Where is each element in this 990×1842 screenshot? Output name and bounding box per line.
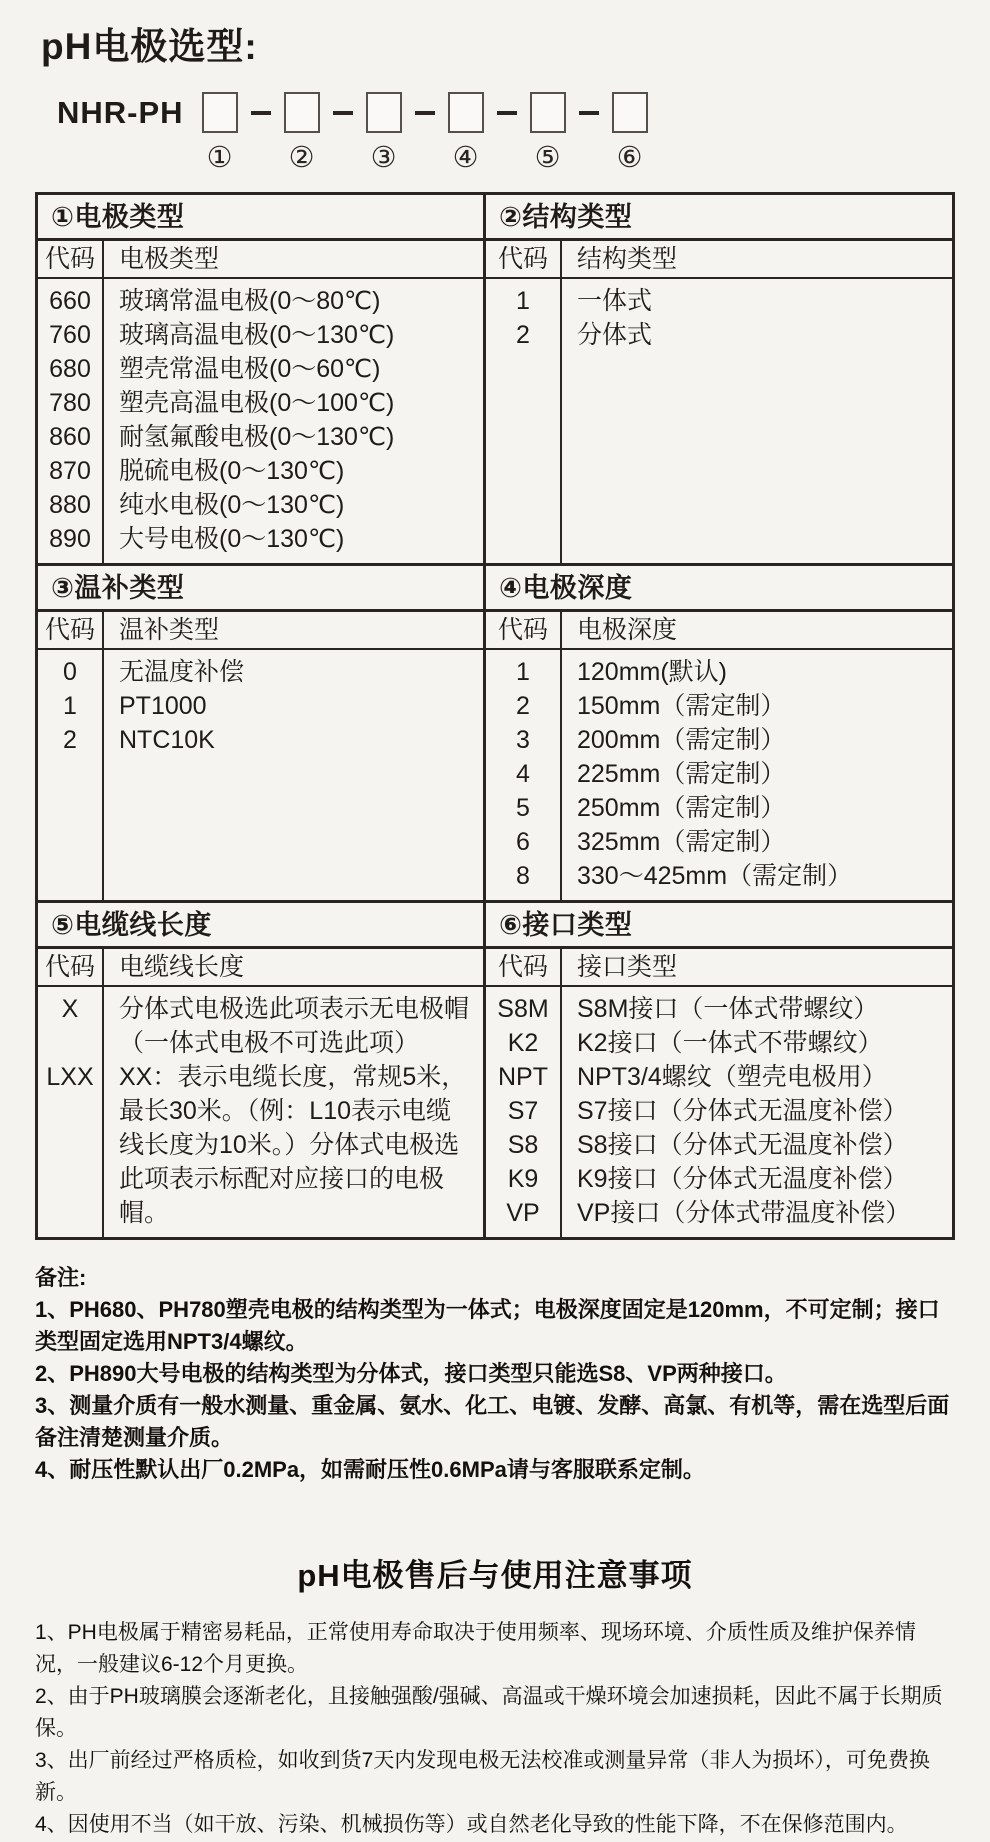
table-header-row — [486, 949, 952, 987]
row-code-cell: 890 — [49, 525, 91, 553]
dash-separator — [497, 111, 517, 115]
table-header-row — [38, 612, 483, 650]
model-units — [202, 92, 648, 174]
row-desc-cell: 玻璃高温电极(0～130℃) — [119, 321, 395, 349]
row-desc-cell: K9接口（分体式无温度补偿） — [577, 1165, 908, 1193]
notes-label: 备注: — [35, 1265, 87, 1290]
dash-separator — [579, 111, 599, 115]
list-item: 1、PH680、PH780塑壳电极的结构类型为一体式；电极深度固定是120mm，不可定制；接口类型固定选用NPT3/4螺纹。 — [35, 1297, 940, 1354]
table-row — [486, 1196, 952, 1230]
row-desc-cell: 塑壳常温电极(0～60℃) — [119, 355, 381, 383]
row-desc-cell: 120mm(默认) — [577, 658, 728, 686]
row-code-cell: K9 — [507, 1165, 539, 1193]
aftersale-list — [35, 1617, 955, 1841]
model-prefix: NHR-PH — [57, 95, 184, 130]
row-code-cell: 660 — [49, 287, 91, 315]
table-row — [38, 420, 483, 454]
column-divider — [560, 241, 562, 563]
list-item: 1、PH电极属于精密易耗品，正常使用寿命取决于使用频率、现场环境、介质性质及维护保养情况，一般建议6-12个月更换。 — [35, 1621, 916, 1676]
notes-list — [35, 1294, 955, 1486]
row-desc-cell: 一体式 — [577, 287, 653, 315]
row-code-cell: 2 — [516, 321, 530, 349]
column-divider — [102, 241, 104, 563]
position-number: ⑤ — [534, 142, 561, 174]
table-structure-type — [486, 195, 952, 563]
table-row — [486, 284, 952, 318]
table-row — [38, 318, 483, 352]
table-title: ③温补类型 — [38, 566, 483, 612]
table-row — [38, 284, 483, 318]
position-number: ⑥ — [616, 142, 643, 174]
table-electrode-depth — [486, 566, 952, 900]
aftersale-title: pH电极售后与使用注意事项 — [297, 1558, 693, 1593]
code-box — [530, 92, 566, 133]
code-box — [202, 92, 238, 133]
header-code-cell: 代码 — [497, 245, 548, 273]
table-row — [486, 992, 952, 1026]
list-item: 3、测量介质有一般水测量、重金属、氨水、化工、电镀、发酵、高氯、有机等，需在选型后面备注清楚测量介质。 — [35, 1393, 950, 1450]
table-block-2 — [38, 566, 952, 903]
page-title: pH电极选型: — [41, 26, 258, 67]
table-row — [486, 318, 952, 352]
table-row — [38, 655, 483, 689]
row-code-cell: S8 — [507, 1131, 539, 1159]
position-number: ③ — [370, 142, 397, 174]
position-number: ① — [206, 142, 233, 174]
header-desc-cell: 结构类型 — [577, 245, 678, 273]
row-code-cell: VP — [506, 1199, 540, 1227]
row-desc-cell: S7接口（分体式无温度补偿） — [577, 1097, 908, 1125]
table-cable-length — [38, 903, 486, 1237]
table-title: ⑤电缆线长度 — [38, 903, 483, 949]
row-desc-cell: 150mm（需定制） — [577, 692, 786, 720]
row-code-cell: LXX — [46, 1063, 94, 1091]
code-box — [448, 92, 484, 133]
table-row — [486, 1060, 952, 1094]
column-divider — [560, 949, 562, 1237]
row-code-cell: S7 — [507, 1097, 539, 1125]
model-code-unit — [612, 92, 648, 174]
row-desc-cell: PT1000 — [119, 692, 207, 720]
position-number: ② — [288, 142, 315, 174]
table-row — [38, 723, 483, 757]
row-desc-cell: S8接口（分体式无温度补偿） — [577, 1131, 908, 1159]
row-code-cell: 1 — [516, 287, 530, 315]
table-row — [486, 859, 952, 893]
row-desc-cell: 脱硫电极(0～130℃) — [119, 457, 345, 485]
row-desc-cell: 250mm（需定制） — [577, 794, 786, 822]
table-row — [38, 689, 483, 723]
table-row — [486, 655, 952, 689]
header-code-cell: 代码 — [497, 953, 548, 981]
row-desc-cell: 大号电极(0～130℃) — [119, 525, 345, 553]
table-row — [486, 723, 952, 757]
row-code-cell: S8M — [497, 995, 549, 1023]
row-code-cell: 2 — [516, 692, 530, 720]
row-code-cell: 1 — [516, 658, 530, 686]
row-code-cell: NPT — [498, 1063, 548, 1091]
row-code-cell: X — [61, 995, 79, 1023]
table-electrode-type — [38, 195, 486, 563]
row-code-cell: K2 — [507, 1029, 539, 1057]
row-code-cell: 680 — [49, 355, 91, 383]
table-title: ②结构类型 — [486, 195, 952, 241]
table-row — [38, 352, 483, 386]
list-item: 4、因使用不当（如干放、污染、机械损伤等）或自然老化导致的性能下降，不在保修范围内。 — [35, 1813, 908, 1836]
header-code-cell: 代码 — [44, 953, 95, 981]
table-row — [38, 454, 483, 488]
table-row — [486, 1094, 952, 1128]
table-header-row — [486, 612, 952, 650]
row-desc-cell: 330～425mm（需定制） — [577, 862, 853, 890]
header-desc-cell: 电极深度 — [577, 616, 678, 644]
table-body — [38, 987, 483, 1237]
row-code-cell: 870 — [49, 457, 91, 485]
list-item: 2、PH890大号电极的结构类型为分体式，接口类型只能选S8、VP两种接口。 — [35, 1361, 787, 1386]
table-row — [38, 488, 483, 522]
row-code-cell: 1 — [63, 692, 77, 720]
code-box — [612, 92, 648, 133]
dash-separator — [251, 111, 271, 115]
row-desc-cell: NTC10K — [119, 726, 215, 754]
row-code-cell: 0 — [63, 658, 77, 686]
row-desc-cell: 分体式电极选此项表示无电极帽（一体式电极不可选此项） — [119, 995, 470, 1057]
table-content — [38, 241, 483, 563]
table-body — [486, 650, 952, 900]
table-block-1 — [38, 195, 952, 566]
row-desc-cell: 200mm（需定制） — [577, 726, 786, 754]
row-code-cell: 5 — [516, 794, 530, 822]
list-item: 2、由于PH玻璃膜会逐渐老化，且接触强酸/强碱、高温或干燥环境会加速损耗，因此不属于长期质保。 — [35, 1685, 943, 1740]
table-header-row — [38, 949, 483, 987]
table-row — [486, 1162, 952, 1196]
row-desc-cell: K2接口（一体式不带螺纹） — [577, 1029, 883, 1057]
row-desc-cell: S8M接口（一体式带螺纹） — [577, 995, 879, 1023]
table-title: ①电极类型 — [38, 195, 483, 241]
table-body — [38, 650, 483, 900]
row-desc-cell: 塑壳高温电极(0～100℃) — [119, 389, 395, 417]
table-row — [38, 386, 483, 420]
row-code-cell: 880 — [49, 491, 91, 519]
model-code-unit — [202, 92, 238, 174]
table-row — [486, 757, 952, 791]
table-block-3 — [38, 903, 952, 1237]
column-divider — [102, 612, 104, 900]
row-desc-cell: XX：表示电缆长度，常规5米，最长30米。（例：L10表示电缆线长度为10米。）分体式电极选此项表示标配对应接口的电极帽。 — [119, 1063, 467, 1227]
row-code-cell: 6 — [516, 828, 530, 856]
header-code-cell: 代码 — [44, 616, 95, 644]
row-desc-cell: 耐氢氟酸电极(0～130℃) — [119, 423, 395, 451]
row-desc-cell: VP接口（分体式带温度补偿） — [577, 1199, 911, 1227]
table-content — [486, 612, 952, 900]
row-desc-cell: 分体式 — [577, 321, 653, 349]
row-code-cell: 860 — [49, 423, 91, 451]
row-desc-cell: NPT3/4螺纹（塑壳电极用） — [577, 1063, 887, 1091]
column-divider — [102, 949, 104, 1237]
code-box — [284, 92, 320, 133]
row-code-cell: 760 — [49, 321, 91, 349]
table-body — [486, 987, 952, 1237]
table-content — [486, 949, 952, 1237]
header-desc-cell: 温补类型 — [119, 616, 220, 644]
model-code-unit — [284, 92, 320, 174]
table-content — [38, 949, 483, 1237]
table-header-row — [486, 241, 952, 279]
row-desc-cell: 325mm（需定制） — [577, 828, 786, 856]
table-temp-compensation — [38, 566, 486, 900]
row-code-cell: 8 — [516, 862, 530, 890]
table-body — [38, 279, 483, 563]
model-code-row — [57, 92, 955, 174]
row-desc-cell: 无温度补偿 — [119, 658, 245, 686]
table-content — [38, 612, 483, 900]
dash-separator — [333, 111, 353, 115]
header-desc-cell: 电缆线长度 — [119, 953, 245, 981]
row-code-cell: 4 — [516, 760, 530, 788]
selection-tables — [35, 192, 955, 1240]
column-divider — [560, 612, 562, 900]
table-row — [486, 825, 952, 859]
table-body — [486, 279, 952, 563]
row-desc-cell: 纯水电极(0～130℃) — [119, 491, 345, 519]
table-row — [486, 689, 952, 723]
table-row — [486, 1128, 952, 1162]
table-row — [38, 992, 483, 1060]
table-title: ④电极深度 — [486, 566, 952, 612]
table-row — [38, 1060, 483, 1230]
header-desc-cell: 电极类型 — [119, 245, 220, 273]
table-row — [486, 791, 952, 825]
list-item: 4、耐压性默认出厂0.2MPa，如需耐压性0.6MPa请与客服联系定制。 — [35, 1457, 705, 1482]
table-row — [38, 522, 483, 556]
table-content — [486, 241, 952, 563]
table-title: ⑥接口类型 — [486, 903, 952, 949]
header-code-cell: 代码 — [44, 245, 95, 273]
notes-section — [35, 1262, 955, 1486]
row-code-cell: 3 — [516, 726, 530, 754]
row-desc-cell: 玻璃常温电极(0～80℃) — [119, 287, 381, 315]
row-code-cell: 2 — [63, 726, 77, 754]
header-desc-cell: 接口类型 — [577, 953, 678, 981]
table-interface-type — [486, 903, 952, 1237]
position-number: ④ — [452, 142, 479, 174]
model-code-unit — [530, 92, 566, 174]
model-code-unit — [448, 92, 484, 174]
row-code-cell: 780 — [49, 389, 91, 417]
model-code-unit — [366, 92, 402, 174]
table-row — [486, 1026, 952, 1060]
table-header-row — [38, 241, 483, 279]
dash-separator — [415, 111, 435, 115]
list-item: 3、出厂前经过严格质检，如收到货7天内发现电极无法校准或测量异常（非人为损坏），可免费换新。 — [35, 1749, 930, 1804]
header-code-cell: 代码 — [497, 616, 548, 644]
code-box — [366, 92, 402, 133]
row-desc-cell: 225mm（需定制） — [577, 760, 786, 788]
